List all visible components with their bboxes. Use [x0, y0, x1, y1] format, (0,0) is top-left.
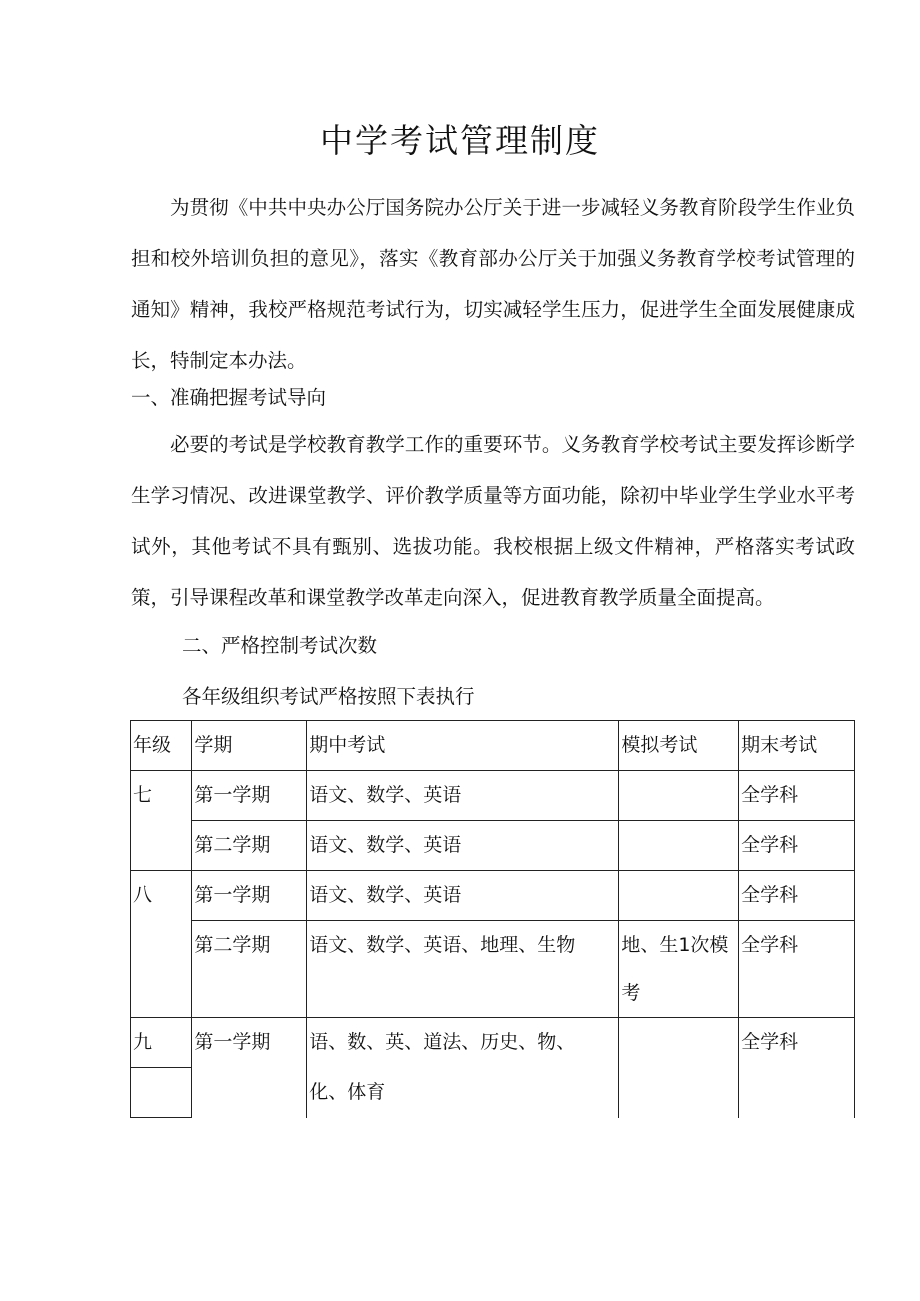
section1-paragraph: 必要的考试是学校教育教学工作的重要环节。义务教育学校考试主要发挥诊断学生学习情况、改进课堂教学、评价教学质量等方面功能，除初中毕业学生学业水平考试外，其他考试不具有甄别、选拔功能。我校根据上级文件精神，严格落实考试政策，引导课程改革和课堂教学改革走向深入，促进教育教学质量全面提高。 [131, 433, 855, 609]
exam-schedule-table [130, 720, 855, 1118]
mock-cell: 地、生1次模考 [619, 921, 739, 1018]
mock-cell [619, 771, 739, 821]
midterm-cell: 语文、数学、英语 [307, 821, 619, 871]
term-cell [192, 1068, 307, 1118]
grade-cell: 九 [131, 1018, 192, 1068]
final-cell: 全学科 [739, 871, 855, 921]
final-cell: 全学科 [739, 771, 855, 821]
term-cell: 第一学期 [192, 771, 307, 821]
header-midterm: 期中考试 [307, 721, 619, 771]
table-header-row [131, 721, 855, 771]
table-row [131, 771, 855, 821]
section1-heading: 一、准确把握考试导向 [131, 386, 327, 409]
table-intro: 各年级组织考试严格按照下表执行 [182, 685, 475, 708]
section2-heading: 二、严格控制考试次数 [182, 634, 378, 657]
grade-cell: 七 [131, 771, 192, 871]
table-row [131, 821, 855, 871]
header-term: 学期 [192, 721, 307, 771]
table-row [131, 1068, 855, 1118]
header-grade: 年级 [131, 721, 192, 771]
table-row [131, 871, 855, 921]
grade-cell [131, 1068, 192, 1118]
final-cell: 全学科 [739, 1018, 855, 1068]
midterm-cell: 语文、数学、英语 [307, 771, 619, 821]
midterm-cell: 化、体育 [307, 1068, 619, 1118]
intro-paragraph: 为贯彻《中共中央办公厅国务院办公厅关于进一步减轻义务教育阶段学生作业负担和校外培训负担的意见》，落实《教育部办公厅关于加强义务教育学校考试管理的通知》精神，我校严格规范考试行为，切实减轻学生压力，促进学生全面发展健康成长，特制定本办法。 [131, 196, 855, 372]
grade-cell: 八 [131, 871, 192, 1018]
page-title: 中学考试管理制度 [320, 121, 600, 160]
header-mock: 模拟考试 [619, 721, 739, 771]
midterm-cell: 语、数、英、道法、历史、物、 [307, 1018, 619, 1068]
term-cell: 第二学期 [192, 821, 307, 871]
header-final: 期末考试 [739, 721, 855, 771]
term-cell: 第一学期 [192, 871, 307, 921]
term-cell: 第二学期 [192, 921, 307, 1018]
final-cell [739, 1068, 855, 1118]
table-row [131, 921, 855, 1018]
mock-cell [619, 821, 739, 871]
final-cell: 全学科 [739, 921, 855, 1018]
mock-cell [619, 1068, 739, 1118]
term-cell: 第一学期 [192, 1018, 307, 1068]
mock-cell [619, 871, 739, 921]
table-row [131, 1018, 855, 1068]
final-cell: 全学科 [739, 821, 855, 871]
midterm-cell: 语文、数学、英语 [307, 871, 619, 921]
midterm-cell: 语文、数学、英语、地理、生物 [307, 921, 619, 1018]
mock-cell [619, 1018, 739, 1068]
